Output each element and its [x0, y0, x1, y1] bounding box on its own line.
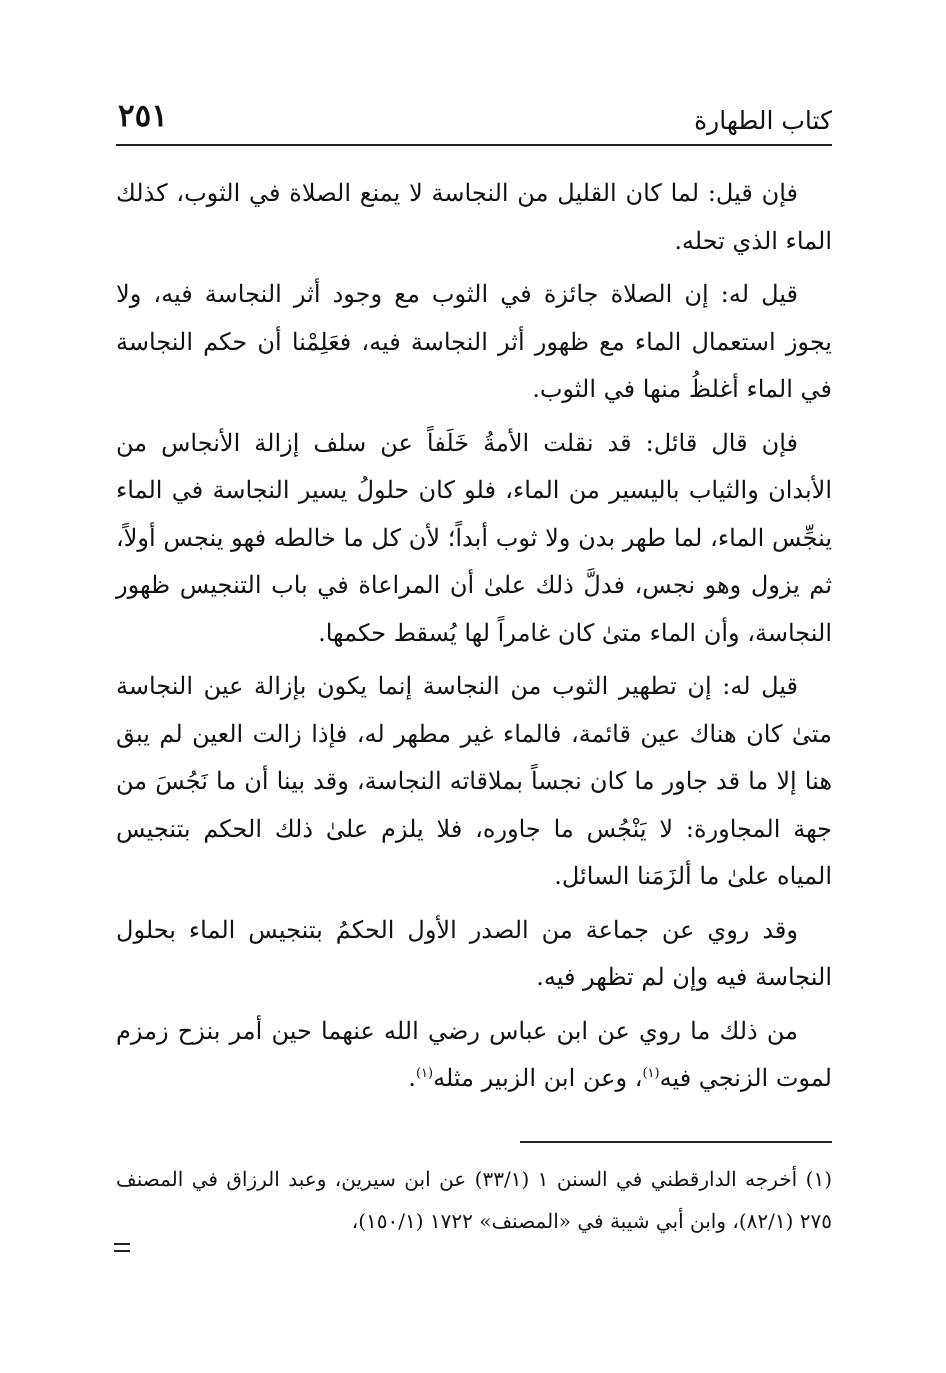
paragraph: وقد روي عن جماعة من الصدر الأول الحكمُ بتنجيس الماء بحلول النجاسة فيه وإن لم تظهر فيه. [116, 915, 832, 991]
paragraph: قيل له: إن الصلاة جائزة في الثوب مع وجود أثر النجاسة فيه، ولا يجوز استعمال الماء مع ظهور أثر النجاسة فيه، فعَلِمْنا أن حكم النجاسة في الماء أغلظُ منها في الثوب. [116, 280, 832, 403]
page-header [116, 96, 832, 144]
paragraph: فإن قال قائل: قد نقلت الأمةُ خَلَفاً عن سلف إزالة الأنجاس من الأبدان والثياب باليسير من الماء، فلو كان حلولُ يسير النجاسة في الماء ينجِّس الماء، لما طهر بدن ولا ثوب أبداً؛ لأن كل ما خالطه فهو ينجس أولاً، ثم يزول وهو نجس، فدلَّ ذلك علىٰ أن المراعاة في باب التنجيس ظهور النجاسة، وأن الماء متىٰ كان غامراً لها يُسقط حكمها. [116, 428, 833, 647]
footnote [116, 1158, 832, 1242]
paragraph-text: ، وعن ابن الزبير مثله [433, 1064, 643, 1092]
continuation-mark [114, 1243, 130, 1263]
page-number: ٢٥١ [118, 98, 168, 134]
paragraph-text: من ذلك ما روي عن ابن عباس رضي الله عنهما حين أمر بنزح زمزم لموت الزنجي فيه [116, 1016, 832, 1092]
footnote-reference: (١) [415, 1066, 434, 1081]
paragraph [116, 1008, 832, 1103]
footnote-reference: (١) [642, 1066, 660, 1081]
footnote-divider [520, 1141, 832, 1143]
paragraph-text: . [408, 1064, 416, 1092]
main-text [116, 170, 832, 1109]
paragraph: فإن قيل: لما كان القليل من النجاسة لا يمنع الصلاة في الثوب، كذلك الماء الذي تحله. [116, 179, 832, 255]
header-divider [116, 144, 832, 146]
footnote-text: (١) أخرجه الدارقطني في السنن ١ (٣٣/١) عن ابن سيرين، وعبد الرزاق في المصنف ٢٧٥ (٨٢/١)، وابن أبي شيبة في «المصنف» ١٧٢٢ (١٥٠/١)، [116, 1167, 832, 1233]
running-title: كتاب الطهارة [694, 106, 832, 135]
paragraph: قيل له: إن تطهير الثوب من النجاسة إنما يكون بإزالة عين النجاسة متىٰ كان هناك عين قائمة، فالماء غير مطهر له، فإذا زالت العين لم يبق هنا إلا ما قد جاور ما كان نجساً بملاقاته النجاسة، وقد بينا أن ما نَجُسَ من جهة المجاورة: لا يَنْجُس ما جاوره، فلا يلزم علىٰ ذلك الحكم بتنجيس المياه علىٰ ما ألزَمَنا السائل. [116, 672, 832, 890]
